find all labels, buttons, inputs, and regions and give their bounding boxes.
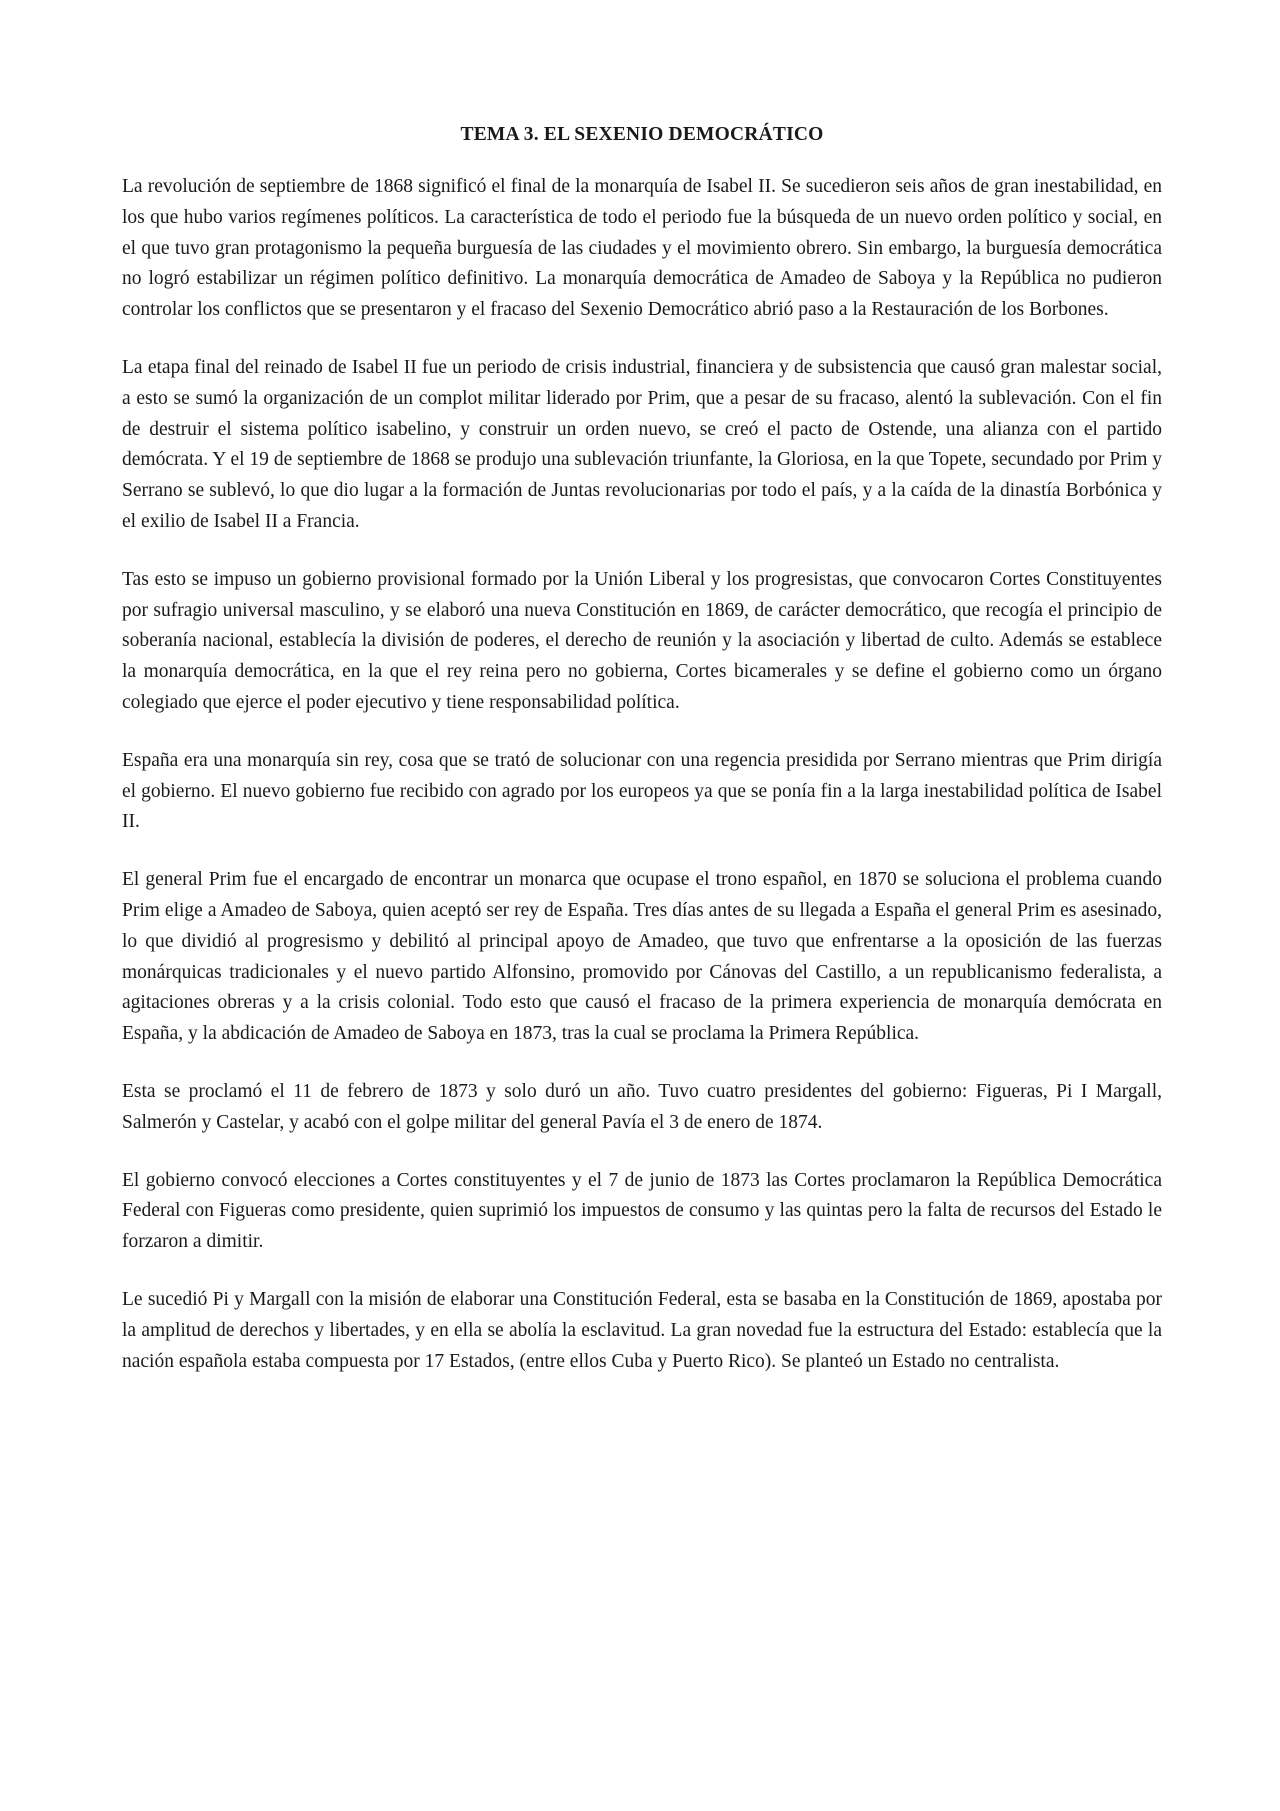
paragraph-4: España era una monarquía sin rey, cosa que se trató de solucionar con una regencia presidida por Serrano mientras que Prim dirigía el gobierno. El nuevo gobierno fue recibido con agrado por los europeos ya que se ponía fin a la larga inestabilidad política de Isabel II. <box>122 749 1162 833</box>
paragraph-6: Esta se proclamó el 11 de febrero de 1873 y solo duró un año. Tuvo cuatro presidentes del gobierno: Figueras, Pi I Margall, Salmerón y Castelar, y acabó con el golpe militar del general Pavía el 3 de enero de 1874. <box>122 1080 1162 1133</box>
paragraph-7: El gobierno convocó elecciones a Cortes constituyentes y el 7 de junio de 1873 las Cortes proclamaron la República Democrática Federal con Figueras como presidente, quien suprimió los impuestos de consumo y las quintas pero la falta de recursos del Estado le forzaron a dimitir. <box>122 1169 1162 1253</box>
paragraph-1: La revolución de septiembre de 1868 significó el final de la monarquía de Isabel II. Se sucedieron seis años de gran inestabilidad, en los que hubo varios regímenes políticos. La característica de todo el periodo fue la búsqueda de un nuevo orden político y social, en el que tuvo gran protagonismo la pequeña burguesía de las ciudades y el movimiento obrero. Sin embargo, la burguesía democrática no logró estabilizar un régimen político definitivo. La monarquía democrática de Amadeo de Saboya y la República no pudieron controlar los conflictos que se presentaron y el fracaso del Sexenio Democrático abrió paso a la Restauración de los Borbones. <box>122 176 1162 321</box>
document-title: TEMA 3. EL SEXENIO DEMOCRÁTICO <box>460 124 824 145</box>
paragraph-5: El general Prim fue el encargado de encontrar un monarca que ocupase el trono español, en 1870 se soluciona el problema cuando Prim elige a Amadeo de Saboya, quien aceptó ser rey de España. Tres días antes de su llegada a España el general Prim es asesinado, lo que dividió al progresismo y debilitó al principal apoyo de Amadeo, que tuvo que enfrentarse a la oposición de las fuerzas monárquicas tradicionales y el nuevo partido Alfonsino, promovido por Cánovas del Castillo, a un republicanismo federalista, a agitaciones obreras y a la crisis colonial. Todo esto que causó el fracaso de la primera experiencia de monarquía demócrata en España, y la abdicación de Amadeo de Saboya en 1873, tras la cual se proclama la Primera República. <box>122 869 1162 1045</box>
paragraph-3: Tas esto se impuso un gobierno provisional formado por la Unión Liberal y los progresistas, que convocaron Cortes Constituyentes por sufragio universal masculino, y se elaboró una nueva Constitución en 1869, de carácter democrático, que recogía el principio de soberanía nacional, establecía la división de poderes, el derecho de reunión y la asociación y libertad de culto. Además se establece la monarquía democrática, en la que el rey reina pero no gobierna, Cortes bicamerales y se define el gobierno como un órgano colegiado que ejerce el poder ejecutivo y tiene responsabilidad política. <box>122 568 1162 713</box>
paragraph-8: Le sucedió Pi y Margall con la misión de elaborar una Constitución Federal, esta se basaba en la Constitución de 1869, apostaba por la amplitud de derechos y libertades, y en ella se abolía la esclavitud. La gran novedad fue la estructura del Estado: establecía que la nación española estaba compuesta por 17 Estados, (entre ellos Cuba y Puerto Rico). Se planteó un Estado no centralista. <box>122 1288 1162 1372</box>
paragraph-2: La etapa final del reinado de Isabel II fue un periodo de crisis industrial, financiera y de subsistencia que causó gran malestar social, a esto se sumó la organización de un complot militar liderado por Prim, que a pesar de su fracaso, alentó la sublevación. Con el fin de destruir el sistema político isabelino, y construir un orden nuevo, se creó el pacto de Ostende, una alianza con el partido demócrata. Y el 19 de septiembre de 1868 se produjo una sublevación triunfante, la Gloriosa, en la que Topete, secundado por Prim y Serrano se sublevó, lo que dio lugar a la formación de Juntas revolucionarias por todo el país, y a la caída de la dinastía Borbónica y el exilio de Isabel II a Francia. <box>122 356 1162 532</box>
